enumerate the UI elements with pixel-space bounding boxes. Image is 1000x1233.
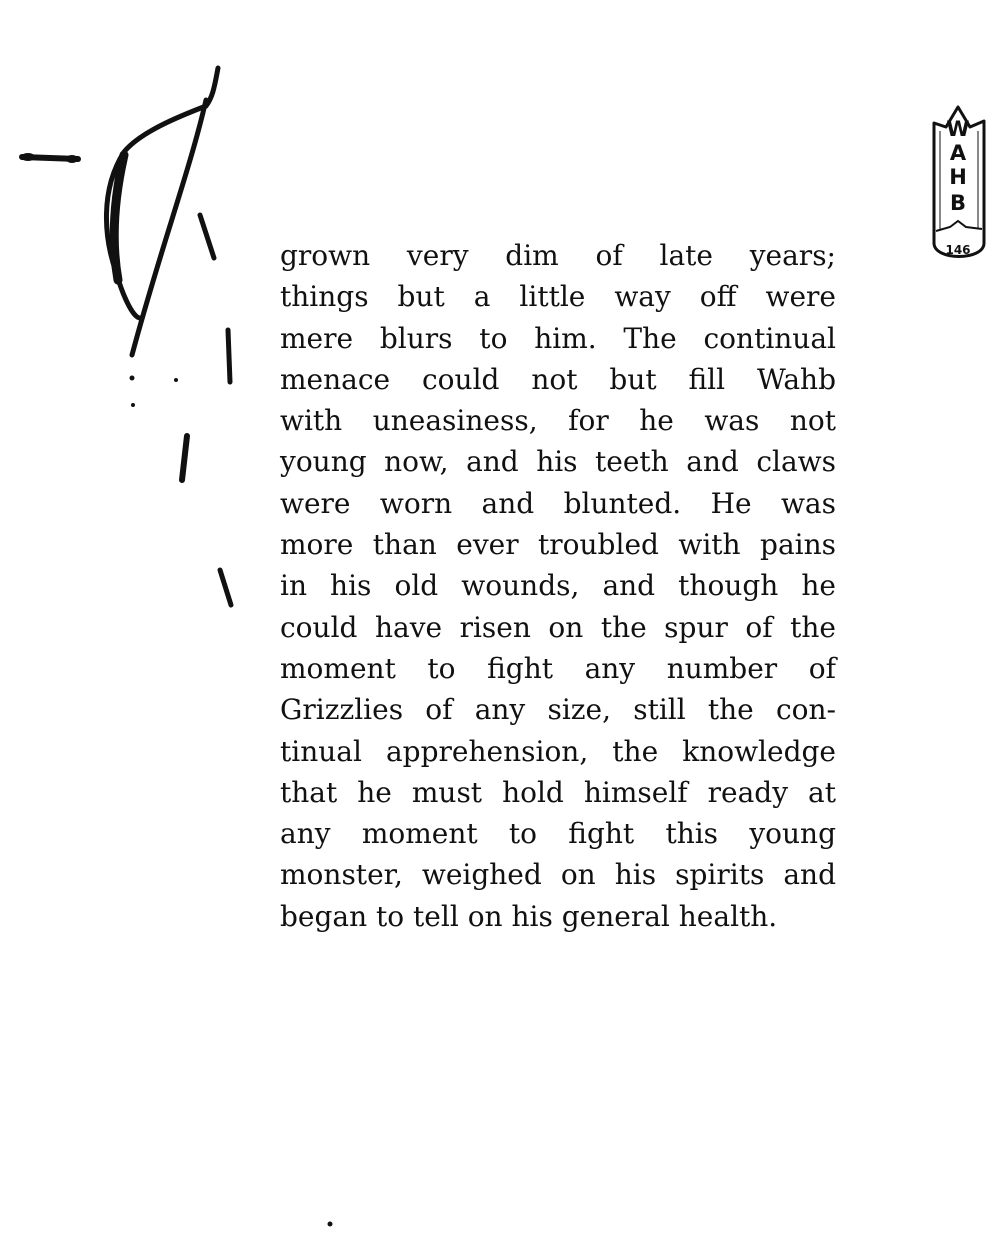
- tick-mark: [220, 570, 231, 605]
- text-line: could have risen on the spur of the: [280, 610, 836, 644]
- text-line: any moment to fight this young: [280, 817, 836, 851]
- badge-letter: W: [946, 117, 970, 141]
- text-line: with uneasiness, for he was not: [280, 404, 836, 438]
- page-number: 146: [945, 243, 971, 257]
- text-line: grown very dim of late years;: [280, 239, 836, 272]
- badge-letter: H: [949, 165, 967, 189]
- bow-shape: [106, 68, 218, 355]
- text-line: menace could not but fill Wahb: [280, 362, 836, 396]
- text-line: tinual apprehension, the knowledge: [280, 734, 836, 768]
- text-line: that he must hold himself ready at: [280, 775, 836, 809]
- chapter-badge: [926, 103, 994, 269]
- text-line: Grizzlies of any size, still the con-: [280, 693, 836, 727]
- text-line: things but a little way off were: [280, 280, 836, 314]
- text-line: mere blurs to him. The continual: [280, 321, 836, 355]
- text-line: began to tell on his general health.: [280, 899, 778, 933]
- text-line: young now, and his teeth and claws: [280, 445, 836, 479]
- body-paragraph: [280, 235, 836, 937]
- text-line: in his old wounds, and though he: [280, 569, 836, 603]
- text-line: monster, weighed on his spirits and: [280, 858, 836, 892]
- text-line: were worn and blunted. He was: [280, 486, 836, 520]
- tick-mark: [228, 330, 230, 382]
- left-arrow-mark: [21, 153, 78, 163]
- badge-letter: A: [949, 141, 967, 165]
- tick-mark: [200, 215, 214, 258]
- tick-mark: [182, 436, 187, 480]
- text-line: more than ever troubled with pains: [280, 528, 836, 562]
- text-line: moment to fight any number of: [280, 651, 836, 685]
- badge-letter: B: [949, 191, 966, 215]
